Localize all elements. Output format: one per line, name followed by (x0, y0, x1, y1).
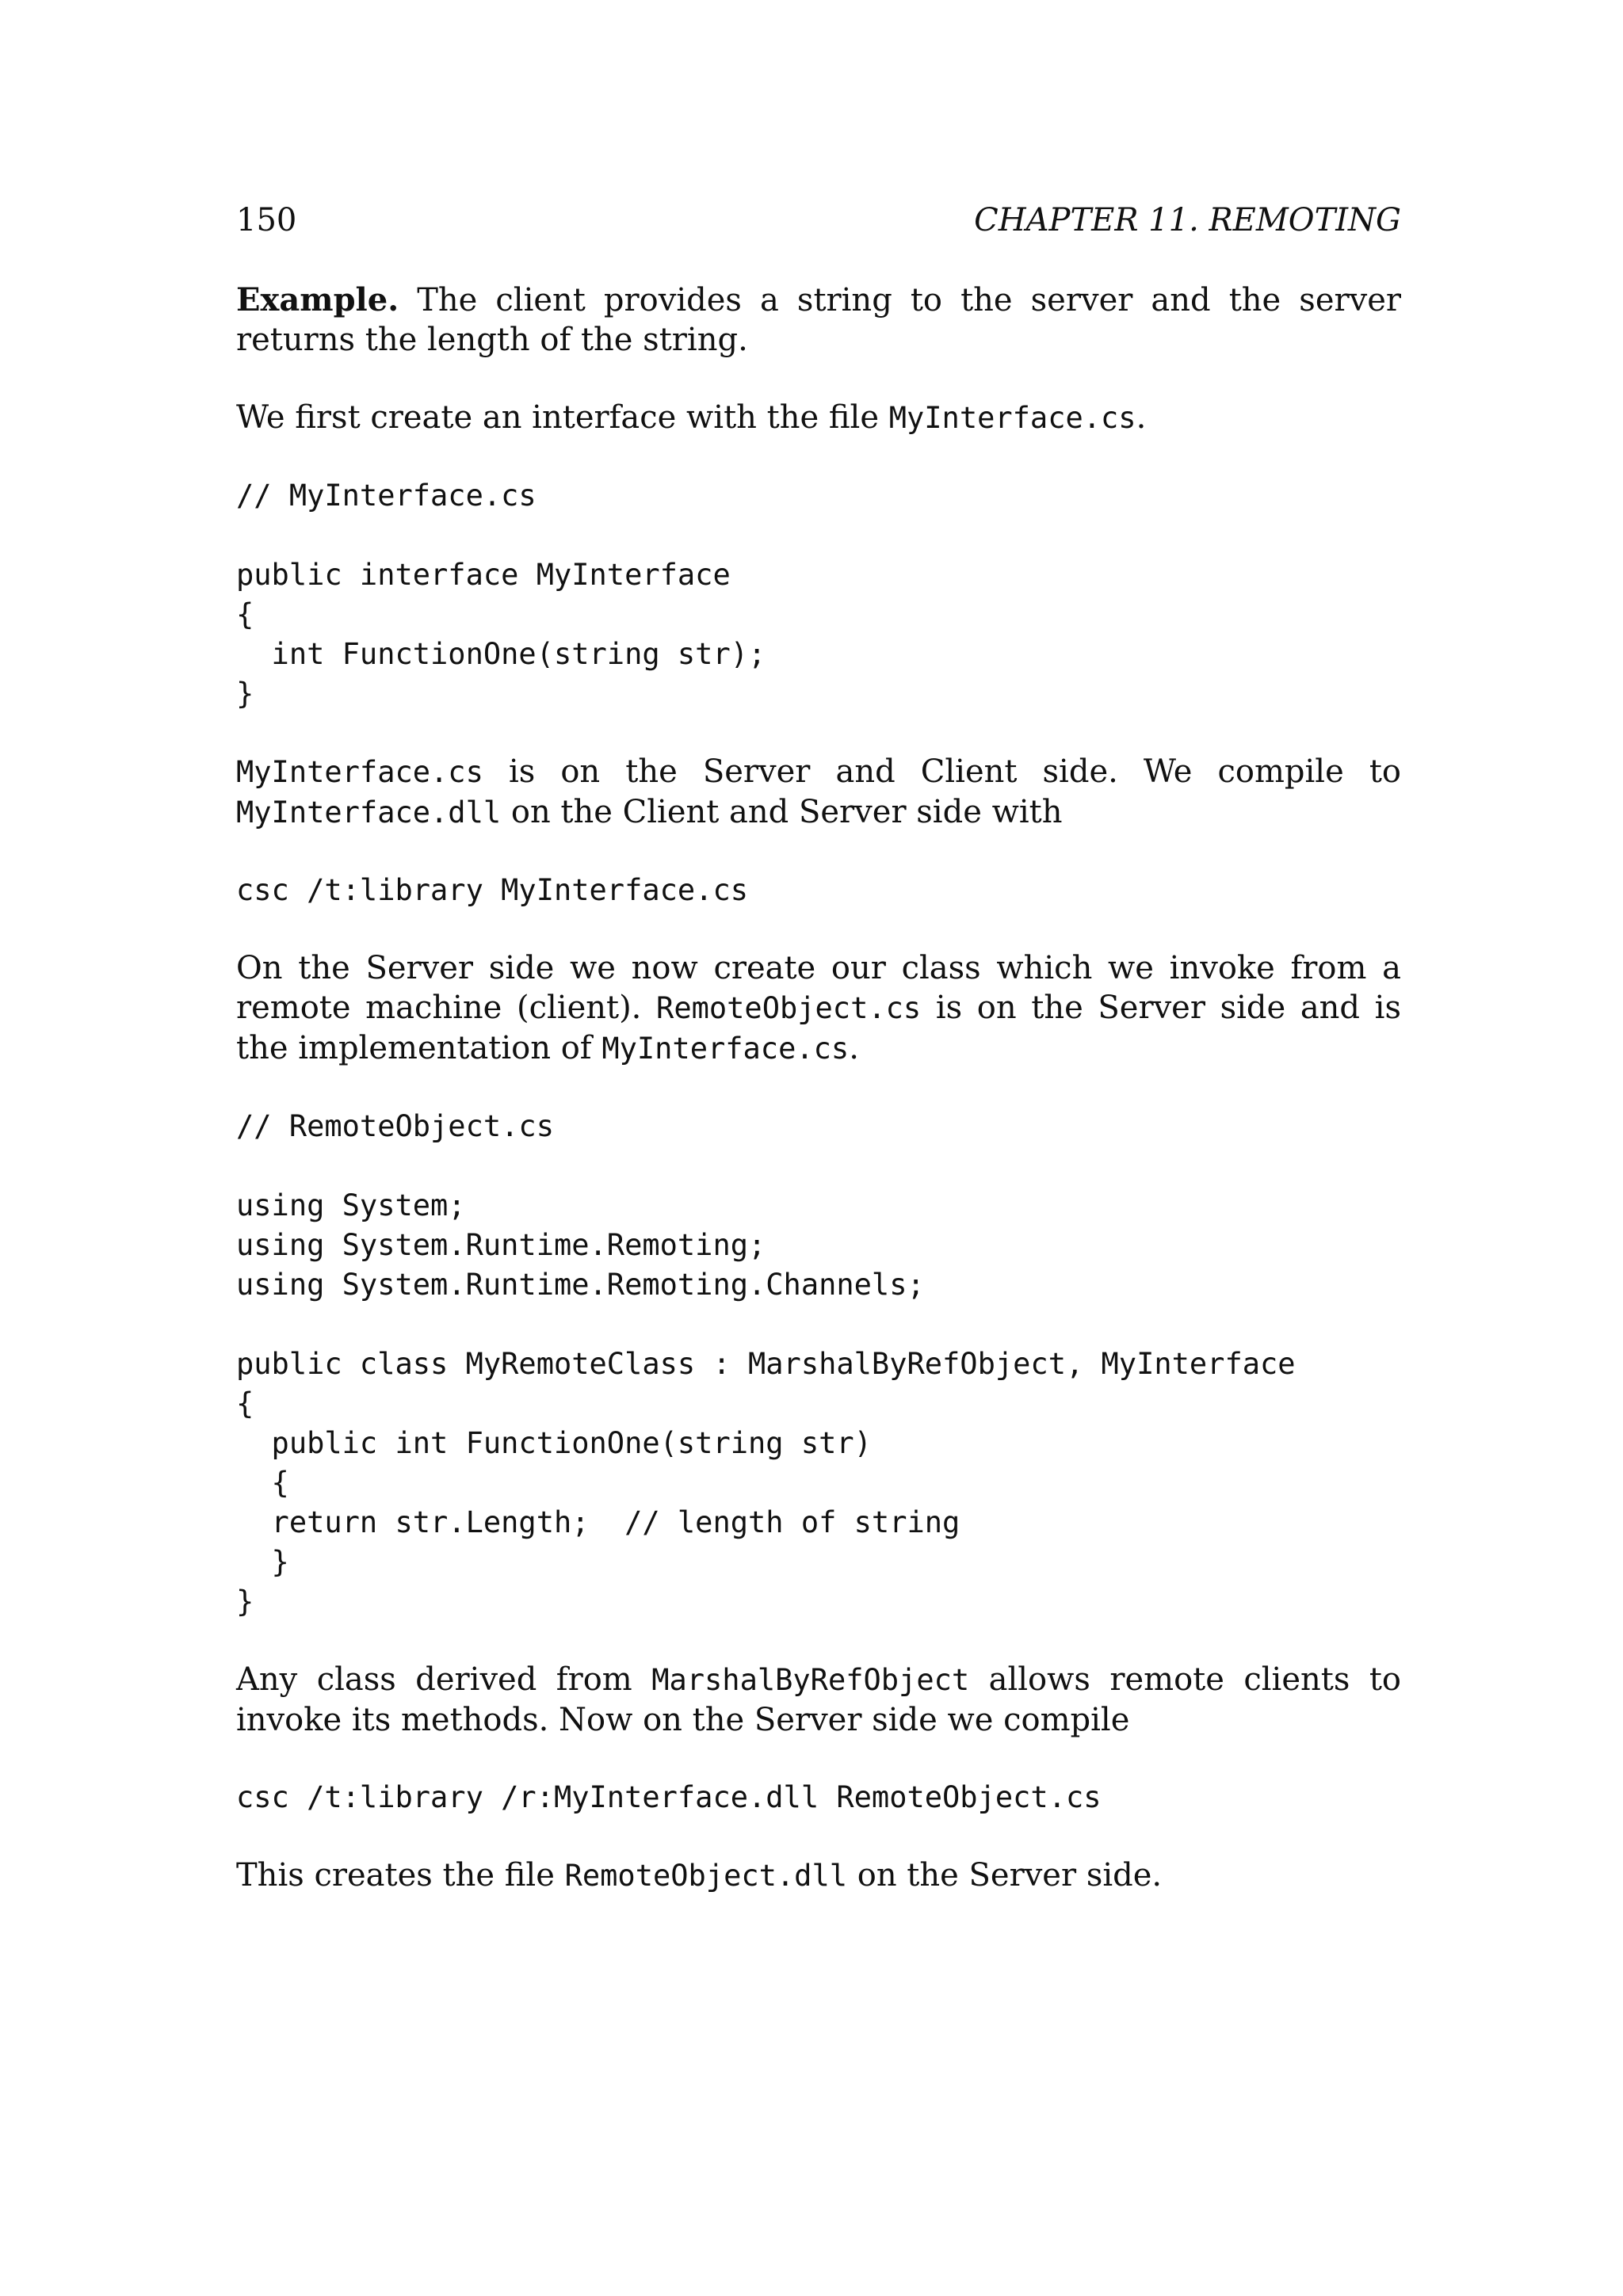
remote-object-code-block: // RemoteObject.cs using System; using System.Runtime.Remoting; using System.Runtime.Remoting.Channels; public class MyRemoteClass : MarshalByRefObject, MyInterface { public int FunctionOne(string str) { return str.Length; // length of string } } (236, 1109, 1296, 1619)
interface-intro-paragraph (236, 398, 1401, 438)
output-dll-text: This creates the file (236, 1857, 565, 1894)
interface-intro-end: . (1136, 399, 1147, 436)
interface-intro-text: We first create an interface with the file (236, 399, 889, 436)
remote-object-file: RemoteObject.cs (656, 991, 922, 1025)
compile-interface-paragraph (236, 752, 1401, 833)
page-number: 150 (236, 202, 297, 238)
interface-dll-file: MyInterface.dll (236, 795, 502, 830)
output-dll-paragraph (236, 1855, 1401, 1896)
interface-filename: MyInterface.cs (888, 401, 1136, 435)
marshal-text: Any class derived from (236, 1661, 652, 1698)
remote-object-paragraph (236, 948, 1401, 1069)
interface-source-file: MyInterface.cs (236, 755, 483, 789)
compile-interface-end: on the Client and Server side with (501, 794, 1063, 830)
marshal-end: allows remote clients to invoke its methods. Now on the Server side we compile (236, 1661, 1401, 1738)
compile-interface-text: is on the Server and Client side. We compile to (483, 753, 1401, 790)
example-label: Example. (236, 281, 399, 318)
marshal-class-name: MarshalByRefObject (651, 1663, 970, 1697)
example-paragraph (236, 280, 1401, 360)
compile-remote-object-command: csc /t:library /r:MyInterface.dll RemoteObject.cs (236, 1780, 1102, 1814)
remote-object-mid: is on the Server side and is the implementation of (236, 990, 1401, 1066)
marshal-paragraph (236, 1660, 1401, 1740)
chapter-title: CHAPTER 11. REMOTING (974, 202, 1401, 238)
interface-implemented-file: MyInterface.cs (601, 1032, 850, 1066)
running-head (236, 198, 1401, 242)
example-text: The client provides a string to the server and the server returns the length of the string. (236, 282, 1401, 358)
remote-object-end: . (849, 1030, 859, 1066)
remote-object-dll-file: RemoteObject.dll (564, 1859, 848, 1893)
remote-object-text: On the Server side we now create our class which we invoke from a remote machine (client). (236, 950, 1401, 1026)
output-dll-end: on the Server side. (847, 1857, 1163, 1894)
interface-code-block: // MyInterface.cs public interface MyInterface { int FunctionOne(string str); } (236, 479, 766, 711)
document-page (236, 198, 1401, 1934)
compile-interface-command: csc /t:library MyInterface.cs (236, 873, 749, 907)
